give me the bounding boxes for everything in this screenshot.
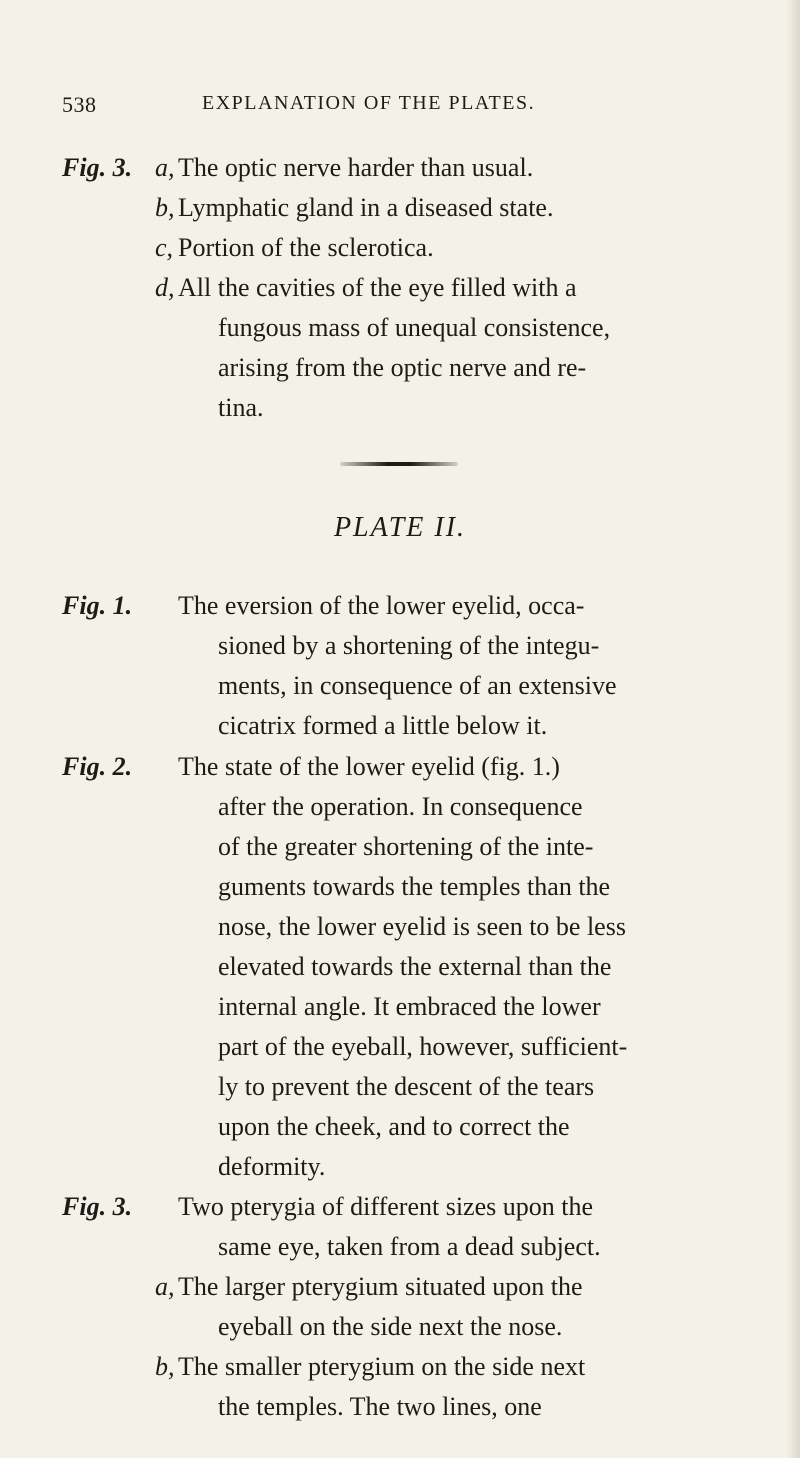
text-line: guments towards the temples than the	[218, 872, 611, 901]
item-letter: c,	[155, 233, 174, 262]
text-line: fungous mass of unequal consistence,	[218, 313, 611, 342]
item-letter: d,	[155, 273, 175, 302]
text-line: The state of the lower eyelid (fig. 1.)	[178, 752, 560, 781]
section-divider	[340, 462, 458, 466]
running-head: EXPLANATION OF THE PLATES.	[202, 92, 536, 114]
text-line: cicatrix formed a little below it.	[218, 711, 548, 740]
item-letter: a,	[155, 153, 175, 182]
text-line: deformity.	[218, 1152, 326, 1181]
text-line: of the greater shortening of the inte-	[218, 832, 594, 861]
text-line: arising from the optic nerve and re-	[218, 353, 587, 382]
text-line: same eye, taken from a dead subject.	[218, 1232, 601, 1261]
text-line: internal angle. It embraced the lower	[218, 992, 601, 1021]
text-line: ly to prevent the descent of the tears	[218, 1072, 595, 1101]
item-letter: b,	[155, 1352, 175, 1381]
fig-label: Fig. 3.	[62, 153, 133, 182]
text-line: elevated towards the external than the	[218, 952, 612, 981]
page-header	[62, 92, 702, 122]
text-line: sioned by a shortening of the integu-	[218, 631, 600, 660]
item-letter: a,	[155, 1272, 175, 1301]
text-line: Portion of the sclerotica.	[178, 233, 434, 262]
text-line: upon the cheek, and to correct the	[218, 1112, 570, 1141]
page-edge-shadow	[786, 0, 800, 1458]
fig-label: Fig. 2.	[62, 752, 133, 781]
text-line: The eversion of the lower eyelid, occa-	[178, 591, 585, 620]
text-line: nose, the lower eyelid is seen to be less	[218, 912, 626, 941]
text-line: Lymphatic gland in a diseased state.	[178, 193, 554, 222]
fig-label: Fig. 3.	[62, 1192, 133, 1221]
item-letter: b,	[155, 193, 175, 222]
text-line: Two pterygia of different sizes upon the	[178, 1192, 594, 1221]
text-line: part of the eyeball, however, sufficient-	[218, 1032, 628, 1061]
fig-label: Fig. 1.	[62, 591, 133, 620]
text-line: after the operation. In consequence	[218, 792, 583, 821]
text-line: The larger pterygium situated upon the	[178, 1272, 583, 1301]
text-line: eyeball on the side next the nose.	[218, 1312, 563, 1341]
text-line: The smaller pterygium on the side next	[178, 1352, 586, 1381]
text-line: The optic nerve harder than usual.	[178, 153, 534, 182]
text-line: ments, in consequence of an extensive	[218, 671, 617, 700]
text-line: tina.	[218, 393, 264, 422]
text-line: the temples. The two lines, one	[218, 1392, 542, 1421]
page-number: 538	[62, 92, 97, 117]
plate-title: PLATE II.	[333, 512, 467, 543]
text-line: All the cavities of the eye filled with a	[178, 273, 577, 302]
